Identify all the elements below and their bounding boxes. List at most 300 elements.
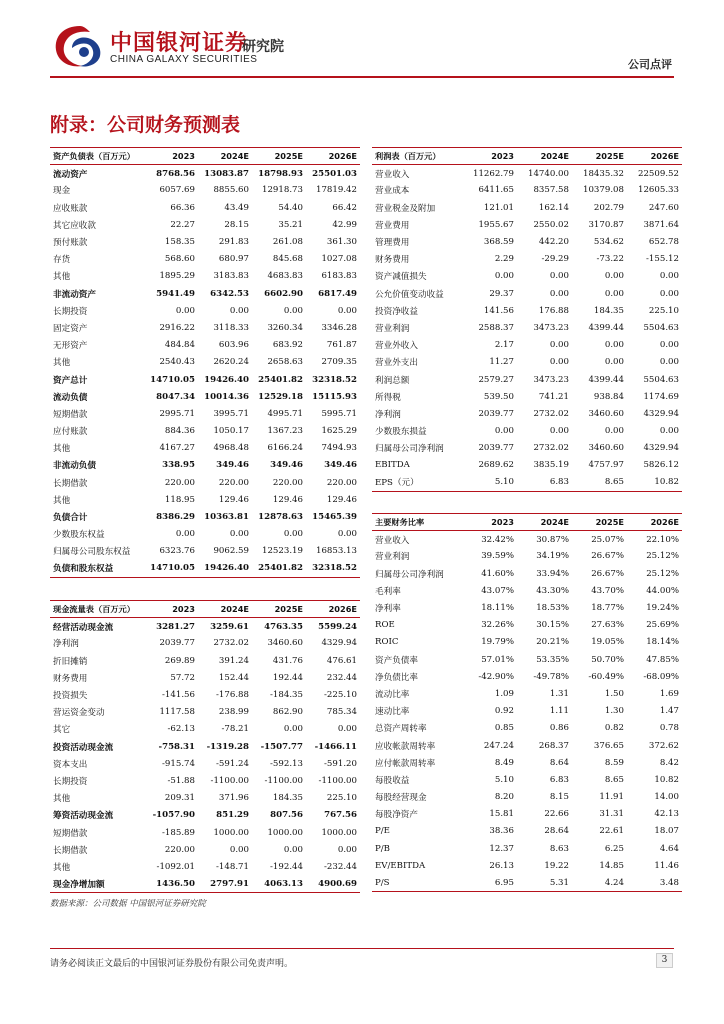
table-cell: 18.07 (654, 826, 679, 837)
table-cell: 3346.28 (321, 322, 357, 333)
row-label: 归属母公司股东权益 (53, 547, 131, 558)
table-cell: 5.10 (494, 774, 514, 785)
table-cell: -78.21 (221, 724, 249, 735)
row-label: 长期借款 (53, 478, 88, 489)
table-cell: 238.99 (218, 707, 249, 718)
column-header: 2025E (252, 601, 306, 618)
table-row (372, 806, 682, 823)
table-row (50, 474, 360, 491)
table-cell: 3259.61 (210, 621, 249, 632)
row-label: P/B (375, 843, 390, 854)
table-cell: 0.00 (604, 357, 624, 368)
row-label: 筹资活动现金流 (53, 811, 114, 822)
table-cell: 41.60% (481, 568, 514, 579)
row-label: 其他 (53, 794, 71, 805)
table-row (372, 457, 682, 474)
table-cell: 1955.67 (478, 219, 514, 230)
table-cell: 11.46 (654, 860, 679, 871)
table-cell: 29.37 (489, 288, 514, 299)
table-row (50, 405, 360, 422)
table-cell: 5995.71 (321, 408, 357, 419)
table-cell: 220.00 (164, 844, 195, 855)
row-label: 营业利润 (375, 323, 410, 334)
table-cell: -758.31 (158, 741, 195, 752)
table-cell: 26.67% (591, 551, 624, 562)
table-header-row (372, 148, 682, 165)
row-label: 流动资产 (53, 169, 88, 180)
table-cell: 202.79 (593, 202, 624, 213)
table-row (50, 772, 360, 789)
row-label: 现金净增加额 (50, 876, 146, 893)
table-cell: 118.95 (164, 494, 195, 505)
row-label: 长期投资 (53, 306, 88, 317)
table-cell: 391.24 (218, 655, 249, 666)
table-cell: 0.00 (229, 529, 249, 540)
column-header: 2025E (252, 148, 306, 165)
table-row (372, 823, 682, 840)
table-cell: 8.49 (494, 757, 514, 768)
table-title: 资产负债表（百万元） (50, 148, 146, 165)
table-cell: 4329.94 (321, 638, 357, 649)
table-cell: 22509.52 (637, 168, 679, 179)
table-cell: 42.13 (654, 809, 679, 820)
table-cell: 349.46 (270, 460, 303, 471)
table-cell: 22.10% (646, 534, 679, 545)
table-cell: 38.36 (489, 826, 514, 837)
table-title: 利润表（百万元） (372, 148, 462, 165)
table-cell: 0.00 (283, 529, 303, 540)
table-cell: -1466.11 (314, 741, 357, 752)
table-cell: 0.85 (494, 723, 514, 734)
table-row (372, 840, 682, 857)
column-header: 2026E (306, 148, 360, 165)
table-cell: 17819.42 (315, 185, 357, 196)
table-cell: 43.70% (591, 585, 624, 596)
table-row (50, 543, 360, 560)
table-cell: 6.83 (549, 774, 569, 785)
table-cell: 5826.12 (643, 460, 679, 471)
row-label: 净利润 (375, 409, 401, 420)
table-cell: 741.21 (538, 391, 569, 402)
data-source-note: 数据来源：公司数据 中国银河证券研究院 (50, 899, 206, 909)
column-header: 2023 (462, 514, 517, 531)
row-label: 营业费用 (375, 220, 410, 231)
row-label: 毛利率 (375, 586, 401, 597)
table-cell: 31.31 (599, 809, 624, 820)
table-row (50, 440, 360, 457)
table-cell: 8.64 (549, 757, 569, 768)
table-row (372, 531, 682, 548)
row-label: EBITDA (375, 460, 410, 471)
table-row (50, 755, 360, 772)
row-label: 所得税 (375, 392, 401, 403)
column-header: 2024E (198, 601, 252, 618)
table-cell: 10.82 (627, 474, 682, 491)
table-cell: 845.68 (272, 254, 303, 265)
page-title: 附录：公司财务预测表 (50, 114, 241, 136)
table-cell: 8768.56 (156, 168, 195, 179)
table-row (372, 771, 682, 788)
page-header (0, 0, 724, 80)
row-label: 其他 (53, 444, 71, 455)
table-cell: 12878.63 (258, 512, 303, 523)
table-cell: 11262.79 (472, 168, 514, 179)
table-cell: 30.87% (536, 534, 569, 545)
row-label: 投资损失 (53, 691, 88, 702)
table-cell: 14710.05 (146, 560, 198, 577)
table-cell: 0.00 (604, 426, 624, 437)
row-label: 无形资产 (53, 341, 88, 352)
row-label: 营业外收入 (375, 341, 418, 352)
table-cell: 22.61 (599, 826, 624, 837)
table-cell: 6183.83 (321, 271, 357, 282)
table-cell: 22.66 (544, 809, 569, 820)
table-cell: 0.00 (604, 288, 624, 299)
table-cell: 33.94% (536, 568, 569, 579)
table-cell: 3473.23 (533, 322, 569, 333)
table-cell: 2689.62 (478, 460, 514, 471)
table-cell: 6342.53 (210, 288, 249, 299)
table-row (50, 371, 360, 388)
table-cell: 269.89 (164, 655, 195, 666)
table-row (50, 337, 360, 354)
table-header-row (372, 514, 682, 531)
table-cell: 10379.08 (582, 185, 624, 196)
table-cell: 12918.73 (261, 185, 303, 196)
table-cell: 431.76 (272, 655, 303, 666)
row-label: 净负债比率 (375, 672, 418, 683)
row-label: ROE (375, 620, 395, 631)
row-label: 短期借款 (53, 828, 88, 839)
table-cell: 6411.65 (478, 185, 514, 196)
table-cell: 16853.13 (315, 546, 357, 557)
brand-subtitle: 研究院 (242, 39, 284, 55)
table-cell: 19426.40 (198, 560, 252, 577)
row-label: 存货 (53, 255, 71, 266)
table-cell: 7494.93 (321, 443, 357, 454)
table-row (372, 371, 682, 388)
table-cell: 8.15 (549, 792, 569, 803)
table-cell: -1057.90 (152, 810, 195, 821)
table-row (50, 790, 360, 807)
table-cell: 2658.63 (267, 357, 303, 368)
table-cell: 2039.77 (478, 443, 514, 454)
table-cell: -1319.28 (206, 741, 249, 752)
table-row (372, 233, 682, 250)
table-cell: 2540.43 (159, 357, 195, 368)
table-cell: 4968.48 (213, 443, 249, 454)
table-cell: 15.81 (489, 809, 514, 820)
table-cell: 1027.08 (321, 254, 357, 265)
table-cell: 1.50 (604, 688, 624, 699)
table-row (372, 319, 682, 336)
table-cell: 2550.02 (533, 219, 569, 230)
table-cell: 25501.03 (312, 168, 357, 179)
row-label: P/E (375, 826, 390, 837)
table-cell: 2732.02 (213, 638, 249, 649)
table-cell: 11.27 (489, 357, 514, 368)
row-label: 资产负债率 (375, 655, 418, 666)
table-cell: 13083.87 (204, 168, 249, 179)
table-row (50, 738, 360, 755)
row-label: 归属母公司净利润 (375, 569, 444, 580)
row-label: 负债和股东权益 (50, 560, 146, 577)
table-row (372, 405, 682, 422)
table-cell: 0.92 (494, 706, 514, 717)
table-row (50, 285, 360, 302)
footer-disclaimer: 请务必阅读正文最后的中国银河证券股份有限公司免责声明。 (50, 959, 294, 969)
table-cell: 4399.44 (588, 322, 624, 333)
table-row (372, 754, 682, 771)
table-row (372, 251, 682, 268)
table-row (50, 858, 360, 875)
table-cell: 2797.91 (198, 876, 252, 893)
table-cell: 938.84 (593, 391, 624, 402)
table-cell: 2916.22 (159, 322, 195, 333)
table-cell: 4763.35 (264, 621, 303, 632)
table-cell: 44.00% (646, 585, 679, 596)
table-row (372, 599, 682, 616)
table-cell: 0.00 (283, 844, 303, 855)
table-cell: 5.31 (517, 874, 572, 891)
table-cell: 851.29 (216, 810, 249, 821)
table-cell: 0.00 (604, 340, 624, 351)
table-cell: 761.87 (326, 340, 357, 351)
table-cell: 5504.63 (643, 374, 679, 385)
table-cell: 2.17 (494, 340, 514, 351)
table-row (372, 302, 682, 319)
table-cell: 372.62 (648, 740, 679, 751)
table-cell: 0.00 (283, 724, 303, 735)
table-cell: 8357.58 (533, 185, 569, 196)
table-cell: 4329.94 (643, 443, 679, 454)
table-cell: 0.00 (494, 271, 514, 282)
table-cell: 5.10 (462, 474, 517, 491)
table-cell: 8.65 (572, 474, 627, 491)
table-cell: 368.59 (483, 237, 514, 248)
table-cell: 39.59% (481, 551, 514, 562)
column-header: 2024E (517, 148, 572, 165)
table-cell: 225.10 (326, 793, 357, 804)
row-label: 应付账款 (53, 427, 88, 438)
table-header-row (50, 601, 360, 618)
table-cell: 28.15 (224, 219, 249, 230)
table-cell: 484.84 (164, 340, 195, 351)
table-cell: -42.90% (478, 671, 514, 682)
table-row (372, 354, 682, 371)
row-label: 预付账款 (53, 238, 88, 249)
table-cell: 1.31 (549, 688, 569, 699)
table-cell: 534.62 (593, 237, 624, 248)
table-row (50, 165, 360, 182)
table-cell: 0.00 (659, 357, 679, 368)
table-cell: 0.00 (229, 305, 249, 316)
table-cell: 247.24 (483, 740, 514, 751)
cash-flow-table (50, 600, 360, 893)
table-cell: 1117.58 (159, 707, 195, 718)
column-header: 2026E (306, 601, 360, 618)
table-row (372, 634, 682, 651)
row-label: 营业税金及附加 (375, 203, 436, 214)
table-cell: 18435.32 (582, 168, 624, 179)
table-cell: 12529.18 (258, 391, 303, 402)
table-cell: 8.42 (659, 757, 679, 768)
table-cell: 1.09 (494, 688, 514, 699)
table-row (50, 876, 360, 893)
table-cell: 3281.27 (156, 621, 195, 632)
table-cell: 42.99 (332, 219, 357, 230)
table-cell: 884.36 (164, 426, 195, 437)
table-cell: 0.00 (659, 340, 679, 351)
column-header: 2023 (146, 601, 198, 618)
row-label: 其他 (53, 862, 71, 873)
table-cell: 209.31 (164, 793, 195, 804)
row-label: 营业收入 (375, 535, 410, 546)
table-cell: 158.35 (164, 237, 195, 248)
table-cell: 0.00 (549, 426, 569, 437)
table-cell: 6323.76 (159, 546, 195, 557)
table-row (372, 685, 682, 702)
row-label: 其他 (53, 495, 71, 506)
galaxy-logo-icon (50, 22, 106, 70)
table-cell: 4329.94 (643, 408, 679, 419)
income-statement-table (372, 147, 682, 492)
table-cell: 11.91 (599, 792, 624, 803)
row-label: 长期借款 (53, 845, 88, 856)
table-row (372, 423, 682, 440)
table-header-row (50, 148, 360, 165)
table-cell: 4757.97 (588, 460, 624, 471)
table-cell: 19.05% (591, 637, 624, 648)
table-row (50, 216, 360, 233)
brand-name-en: CHINA GALAXY SECURITIES (110, 54, 258, 65)
column-header: 2024E (198, 148, 252, 165)
table-row (372, 668, 682, 685)
table-cell: -1100.00 (318, 775, 357, 786)
row-label: 应收帐款周转率 (375, 741, 436, 752)
table-cell: 25.12% (646, 568, 679, 579)
table-row (50, 491, 360, 508)
column-header: 2023 (146, 148, 198, 165)
table-cell: 862.90 (272, 707, 303, 718)
table-row (50, 560, 360, 577)
table-cell: 0.00 (549, 271, 569, 282)
row-label: 经营活动现金流 (53, 622, 114, 633)
table-cell: 349.46 (216, 460, 249, 471)
row-label: 其它 (53, 725, 71, 736)
table-cell: 3460.60 (267, 638, 303, 649)
row-label: 固定资产 (53, 323, 88, 334)
row-label: 营业成本 (375, 186, 410, 197)
table-cell: 14.85 (599, 860, 624, 871)
table-cell: 25401.82 (258, 374, 303, 385)
table-cell: 8.59 (604, 757, 624, 768)
row-label: 营业收入 (375, 169, 410, 180)
table-title: 现金流量表（百万元） (50, 601, 146, 618)
table-cell: 361.30 (326, 237, 357, 248)
table-cell: 220.00 (272, 477, 303, 488)
table-row (50, 302, 360, 319)
table-row (50, 824, 360, 841)
table-cell: -1100.00 (264, 775, 303, 786)
table-cell: 247.60 (648, 202, 679, 213)
table-cell: 1050.17 (213, 426, 249, 437)
table-cell: 14.00 (654, 792, 679, 803)
table-cell: 3260.34 (267, 322, 303, 333)
table-cell: 3170.87 (588, 219, 624, 230)
table-cell: 0.78 (659, 723, 679, 734)
row-label: 总资产周转率 (375, 724, 427, 735)
table-cell: 2620.24 (213, 357, 249, 368)
row-label: 营运资金变动 (53, 708, 105, 719)
table-cell: 6817.49 (318, 288, 357, 299)
table-cell: 6.25 (604, 843, 624, 854)
row-label: 其他 (53, 358, 71, 369)
table-cell: 0.00 (659, 426, 679, 437)
table-row (372, 737, 682, 754)
table-cell: 27.63% (591, 620, 624, 631)
table-cell: -1100.00 (210, 775, 249, 786)
table-cell: -915.74 (162, 758, 195, 769)
row-label: 其他 (53, 272, 71, 283)
table-row (372, 582, 682, 599)
table-cell: 0.00 (283, 305, 303, 316)
table-cell: 66.42 (332, 202, 357, 213)
table-row (50, 686, 360, 703)
row-label: 应付帐款周转率 (375, 758, 436, 769)
table-cell: 0.00 (337, 305, 357, 316)
table-cell: 1000.00 (267, 827, 303, 838)
table-cell: 26.13 (489, 860, 514, 871)
table-cell: 10.82 (654, 774, 679, 785)
table-cell: 18.11% (481, 603, 514, 614)
row-label: 财务费用 (375, 255, 410, 266)
table-cell: -232.44 (324, 861, 357, 872)
table-cell: 18798.93 (258, 168, 303, 179)
table-cell: 3460.60 (588, 408, 624, 419)
table-cell: 6.95 (462, 874, 517, 891)
table-cell: 225.10 (648, 305, 679, 316)
row-label: P/S (372, 874, 462, 891)
table-cell: 0.00 (604, 271, 624, 282)
row-label: 负债合计 (53, 513, 88, 524)
balance-sheet-table (50, 147, 360, 578)
footer-divider (50, 948, 674, 949)
table-cell: 376.65 (593, 740, 624, 751)
table-cell: 220.00 (326, 477, 357, 488)
table-cell: 14710.05 (150, 374, 195, 385)
table-cell: -176.88 (216, 690, 249, 701)
table-cell: 652.78 (648, 237, 679, 248)
table-cell: 1436.50 (146, 876, 198, 893)
table-cell: 43.30% (536, 585, 569, 596)
table-cell: 3118.33 (213, 322, 249, 333)
table-row (372, 216, 682, 233)
column-header: 2025E (572, 148, 627, 165)
row-label: 营业利润 (375, 552, 410, 563)
table-cell: 0.00 (549, 288, 569, 299)
table-cell: 129.46 (218, 494, 249, 505)
table-cell: 53.35% (536, 654, 569, 665)
table-row (50, 841, 360, 858)
table-cell: 807.56 (270, 810, 303, 821)
table-cell: 2039.77 (478, 408, 514, 419)
table-cell: 12523.19 (261, 546, 303, 557)
table-row (372, 268, 682, 285)
table-cell: 0.00 (549, 357, 569, 368)
table-row (372, 720, 682, 737)
table-row (50, 652, 360, 669)
